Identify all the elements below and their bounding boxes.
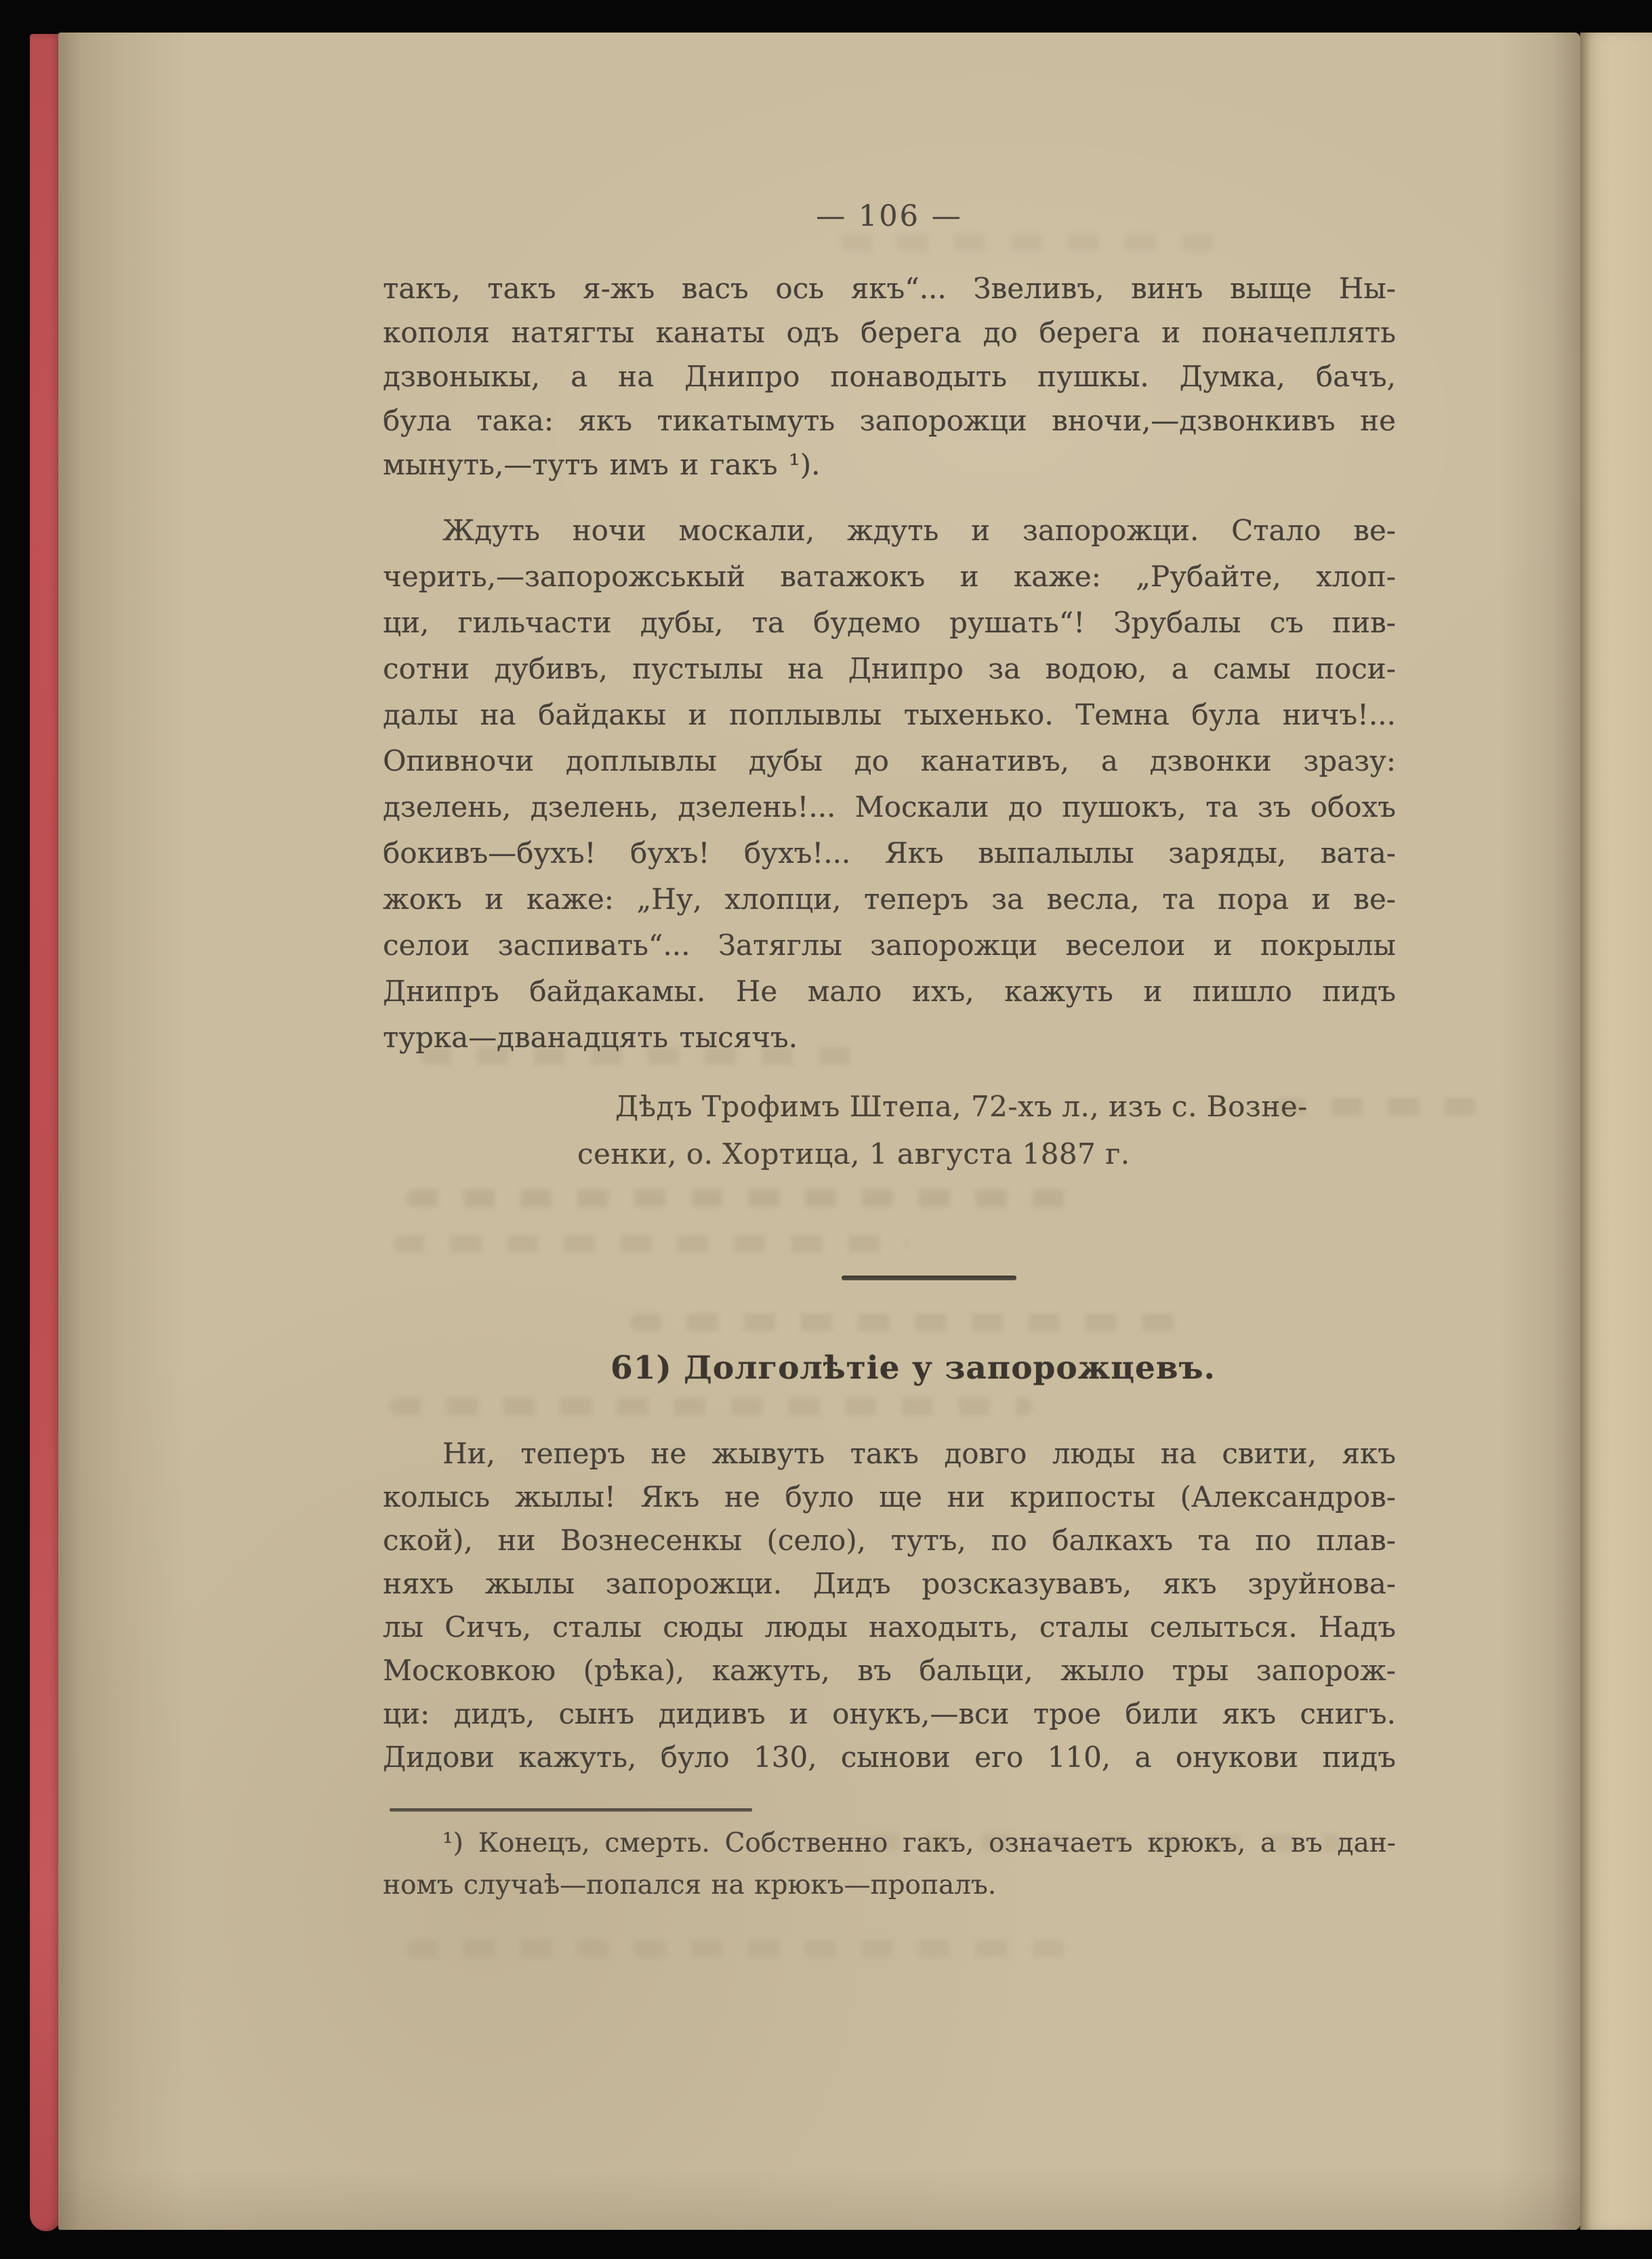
text-line: Московкою (рѣка), кажуть, въ бальци, жыло тры запорож- bbox=[383, 1654, 1396, 1687]
footnote-line-1: ¹) Конецъ, смерть. Собственно гакъ, означаетъ крюкъ, а въ дан- bbox=[442, 1828, 1396, 1858]
text-line: далы на байдакы и поплывлы тыхенько. Темна була ничъ!... bbox=[383, 698, 1396, 731]
footnote-rule bbox=[390, 1808, 752, 1812]
footnote bbox=[383, 1823, 1396, 1907]
text-line: турка—дванадцять тысячъ. bbox=[383, 1021, 798, 1054]
section-heading: 61) Долголѣтіе у запорожцевъ. bbox=[611, 1349, 1216, 1387]
text-line: ци, гильчасти дубы, та будемо рушать“! Зрубалы съ пив- bbox=[383, 606, 1396, 639]
text-line: мынуть,—тутъ имъ и гакъ ¹). bbox=[383, 448, 821, 481]
paragraph-story bbox=[383, 508, 1396, 1061]
text-line: була така: якъ тикатымуть запорожци вночи,—дзвонкивъ не bbox=[383, 404, 1396, 437]
footnote-line-2: номъ случаѣ—попался на крюкъ—пропалъ. bbox=[383, 1870, 997, 1900]
text-line: жокъ и каже: „Ну, хлопци, теперъ за весла, та пора и ве- bbox=[383, 882, 1396, 916]
text-line: такъ, такъ я-жъ васъ ось якъ“... Звеливъ, винъ выще Ны- bbox=[383, 272, 1396, 305]
section-divider-rule bbox=[842, 1276, 1016, 1280]
page-number: — 106 — bbox=[816, 199, 963, 233]
paragraph-continuation bbox=[383, 266, 1396, 487]
text-line: ци: дидъ, сынъ дидивъ и онукъ,—вси трое били якъ снигъ. bbox=[383, 1697, 1396, 1730]
text-line: бокивъ—бухъ! бухъ! бухъ!... Якъ выпалылы заряды, вата- bbox=[383, 836, 1396, 870]
text-line: дзвоныкы, а на Днипро понаводыть пушкы. Думка, бачъ, bbox=[383, 360, 1396, 393]
text-line: Ни, теперъ не жывуть такъ довго люды на свити, якъ bbox=[442, 1437, 1396, 1470]
text-line: селои заспивать“... Затяглы запорожци веселои и покрылы bbox=[383, 929, 1396, 962]
text-line: лы Сичъ, сталы сюды люды находыть, сталы селыться. Надъ bbox=[383, 1610, 1396, 1644]
text-line: сотни дубивъ, пустылы на Днипро за водою, а самы поси- bbox=[383, 652, 1396, 685]
text-line: колысь жылы! Якъ не було ще ни крипосты (Александров- bbox=[383, 1480, 1396, 1513]
text-line: черить,—запорожськый ватажокъ и каже: „Рубайте, хлоп- bbox=[383, 560, 1396, 593]
attribution-line-2: сенки, о. Хортица, 1 августа 1887 г. bbox=[577, 1137, 1130, 1171]
text-line: кополя натягты канаты одъ берега до берега и поначеплять bbox=[383, 316, 1396, 349]
text-line: няхъ жылы запорожци. Дидъ розсказувавъ, якъ зруйнова- bbox=[383, 1567, 1396, 1600]
text-line: ской), ни Вознесенкы (село), тутъ, по балкахъ та по плав- bbox=[383, 1524, 1396, 1557]
text-line: Опивночи доплывлы дубы до канативъ, а дзвонки зразу: bbox=[383, 744, 1396, 777]
attribution-line-1: Дѣдъ Трофимъ Штепа, 72-хъ л., изъ с. Возне- bbox=[615, 1090, 1308, 1123]
text-line: Днипръ байдакамы. Не мало ихъ, кажуть и пишло пидъ bbox=[383, 975, 1396, 1008]
text-line: Дидови кажуть, було 130, сынови его 110, а онукови пидъ bbox=[383, 1741, 1396, 1774]
paragraph-longevity bbox=[383, 1432, 1396, 1779]
text-line: дзелень, дзелень, дзелень!... Москали до пушокъ, та зъ обохъ bbox=[383, 790, 1396, 823]
text-line: Ждуть ночи москали, ждуть и запорожци. Стало ве- bbox=[442, 514, 1396, 547]
